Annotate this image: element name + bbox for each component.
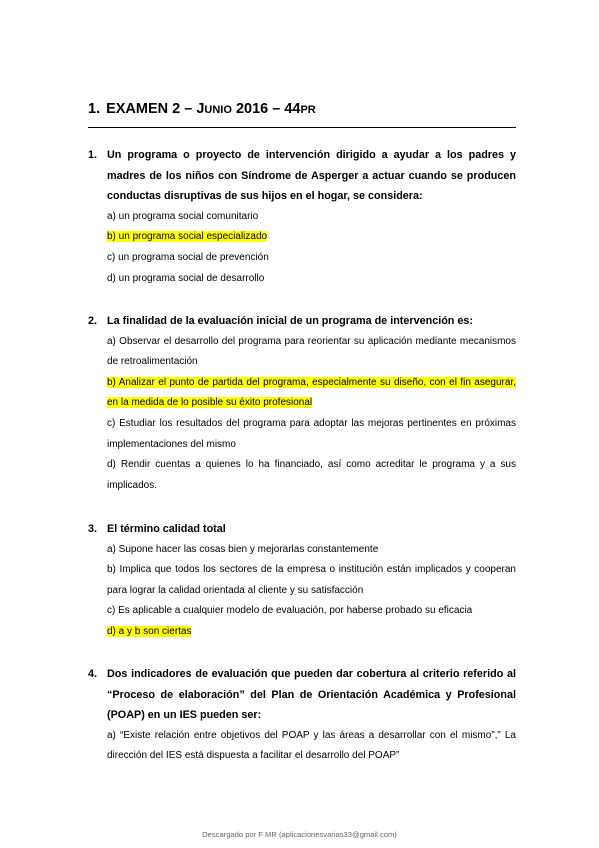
- question-text: La finalidad de la evaluación inicial de un programa de intervención es:: [107, 315, 473, 327]
- question-text: Un programa o proyecto de intervención dirigido a ayudar a los padres y madres de los niños con Síndrome de Asperger a actuar cuando se producen conductas disruptivas de sus hijos en el hogar, se considera:: [107, 149, 516, 203]
- question-header: [88, 519, 516, 540]
- question-header: [88, 145, 516, 207]
- answer-option: [88, 455, 516, 496]
- question-2: [88, 311, 516, 496]
- option-text-highlighted: b) un programa social especializado: [107, 231, 268, 243]
- question-number: 2.: [88, 315, 98, 327]
- question-text: Dos indicadores de evaluación que pueden dar cobertura al criterio referido al “Proceso de elaboración” del Plan de Orientación Académica y Profesional (POAP) en un IES pueden ser:: [107, 668, 516, 722]
- title-part-2: UNIO: [204, 104, 232, 116]
- question-header: [88, 311, 516, 332]
- answer-option: [88, 248, 516, 269]
- question-4: [88, 664, 516, 767]
- answer-option-correct: [88, 227, 516, 248]
- option-text: a) Observar el desarrollo del programa para reorientar su aplicación mediante mecanismos de retroalimentación: [107, 335, 516, 368]
- option-text: b) Implica que todos los sectores de la empresa o institución están implicados y cooperan para lograr la calidad orientada al cliente y su satisfacción: [107, 564, 516, 596]
- question-number: 1.: [88, 149, 98, 161]
- answer-option: [88, 560, 516, 601]
- title-part-3: 2016 – 44: [231, 101, 301, 117]
- exam-title: [88, 101, 316, 117]
- option-text: c) Estudiar los resultados del programa para adoptar las mejoras pertinentes en próximas implementaciones del mismo: [107, 417, 516, 450]
- option-text-highlighted: d) a y b son ciertas: [107, 625, 192, 637]
- answer-option: [88, 540, 516, 561]
- title-underline: [88, 127, 516, 128]
- answer-option: [88, 207, 516, 228]
- option-text-highlighted: b) Analizar el punto de partida del programa, especialmente su diseño, con el fin asegurar, en la medida de lo posible su éxito profesional: [107, 376, 516, 409]
- option-text: d) Rendir cuentas a quienes lo ha financiado, así como acreditar le programa y a sus implicados.: [107, 459, 516, 491]
- title-part-1: EXAMEN 2 – J: [106, 101, 205, 117]
- option-text: a) “Existe relación entre objetivos del POAP y las áreas a desarrollar con el mismo”,” La dirección del IES está dispuesta a facilitar el desarrollo del POAP”: [107, 729, 516, 762]
- option-text: a) un programa social comunitario: [107, 210, 259, 222]
- question-number: 4.: [88, 668, 98, 680]
- option-text: c) un programa social de prevención: [107, 251, 269, 263]
- question-number: 3.: [88, 523, 98, 535]
- answer-option-correct: [88, 622, 516, 643]
- answer-option: [88, 726, 516, 767]
- section-number: 1.: [88, 101, 101, 117]
- option-text: a) Supone hacer las cosas bien y mejorarlas constantemente: [107, 543, 379, 555]
- download-footer: Descargado por F MR (aplicacionesvarias33@gmail.com): [202, 830, 397, 839]
- answer-option: [88, 414, 516, 455]
- question-text: El término calidad total: [107, 523, 226, 535]
- option-text: c) Es aplicable a cualquier modelo de evaluación, por haberse probado su eficacia: [107, 605, 473, 617]
- question-header: [88, 664, 516, 726]
- answer-option: [88, 601, 516, 622]
- title-part-4: PR: [300, 104, 316, 116]
- answer-option-correct: [88, 373, 516, 414]
- answer-option: [88, 269, 516, 290]
- question-1: [88, 145, 516, 289]
- answer-option: [88, 332, 516, 373]
- question-3: [88, 519, 516, 643]
- option-text: d) un programa social de desarrollo: [107, 272, 265, 284]
